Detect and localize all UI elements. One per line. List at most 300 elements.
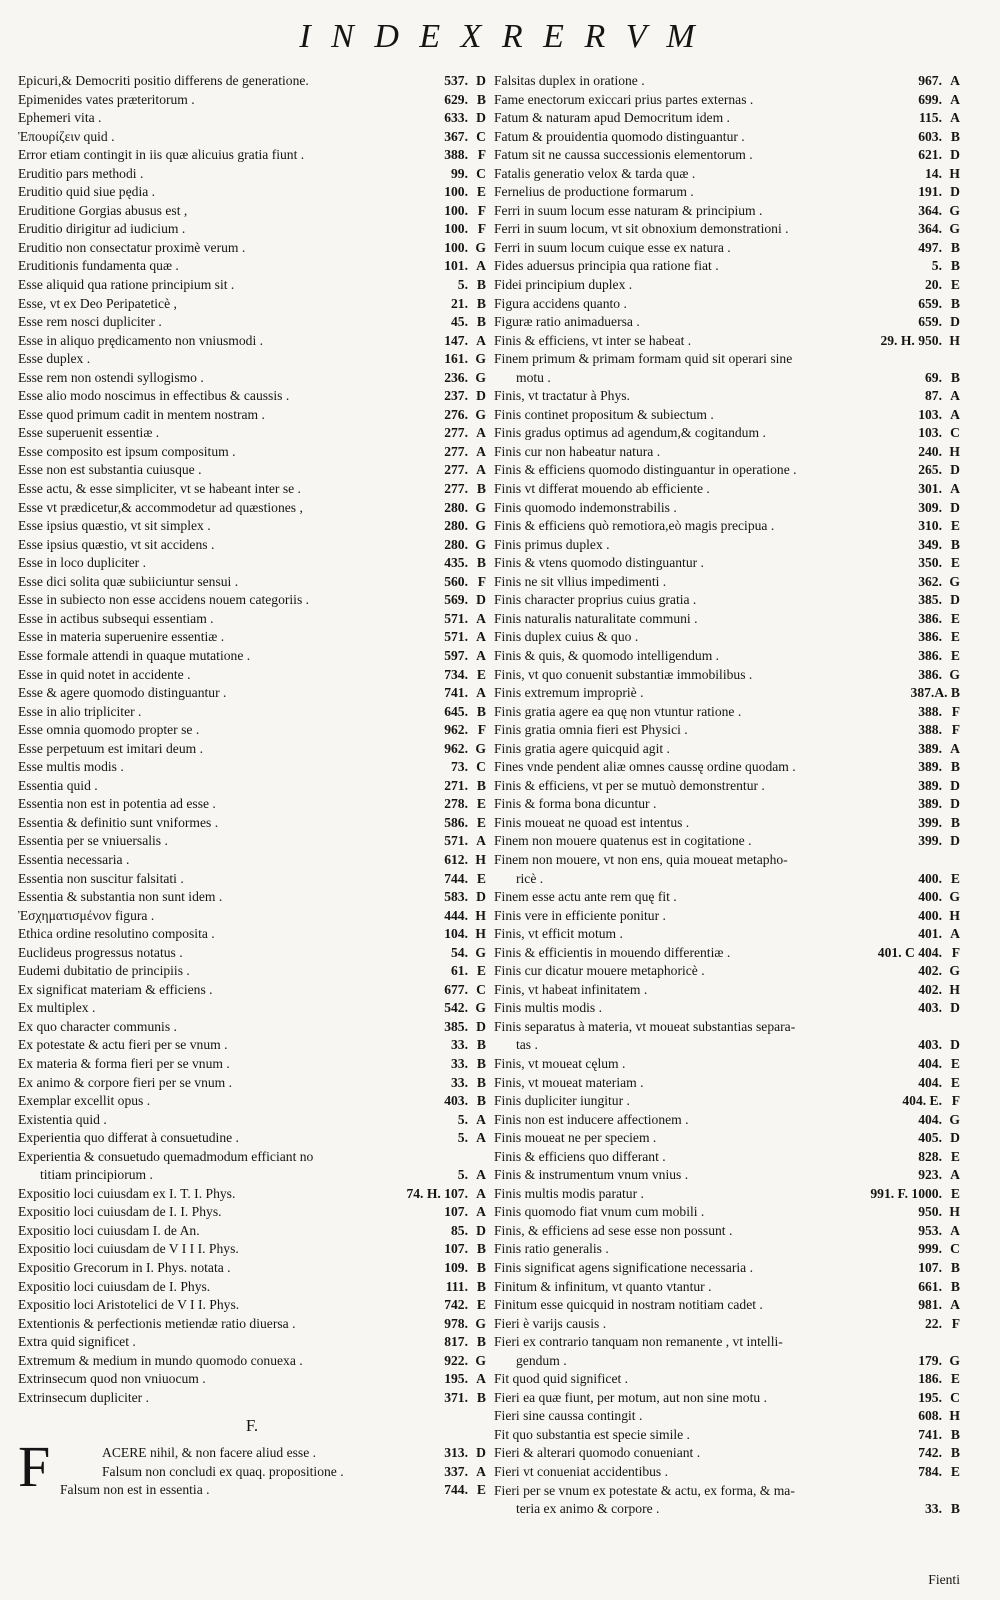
entry-page-ref: 741. — [918, 1426, 942, 1442]
entry-text: Finis moueat ne per speciem . — [494, 1130, 657, 1146]
entry-page-ref: 991. F. 1000. — [870, 1185, 942, 1201]
entry-section-letter: C — [950, 425, 960, 441]
entry-page-ref: 403. — [918, 1000, 942, 1016]
entry-text: Finis character proprius cuius gratia . — [494, 592, 697, 608]
entry-text: Essentia non suscitur falsitati . — [18, 870, 184, 886]
entry-page-ref: 444. — [444, 907, 468, 923]
entry-section-letter: H — [949, 1204, 960, 1220]
entry-section-letter: B — [950, 536, 960, 552]
entry-text: Esse rem nosci dupliciter . — [18, 314, 162, 330]
index-entry — [494, 554, 960, 573]
entry-page-ref: 111. — [445, 1278, 468, 1294]
entry-text: Ἐσχηματισμένον figura . — [18, 907, 155, 923]
entry-section-letter: E — [950, 1055, 960, 1071]
entry-page-ref: 147. — [444, 332, 468, 348]
index-entry — [18, 1185, 486, 1204]
entry-section-letter: B — [950, 239, 960, 255]
entry-text: Ex multiplex . — [18, 1000, 96, 1016]
entry-section-letter: A — [476, 1167, 486, 1183]
entry-text: Extrinsecum quod non vniuocum . — [18, 1371, 206, 1387]
index-entry — [18, 721, 486, 740]
entry-section-letter: B — [950, 1260, 960, 1275]
entry-section-letter: B — [476, 1241, 486, 1257]
entry-section-letter: E — [476, 184, 486, 200]
entry-page-ref: 497. — [918, 239, 942, 255]
index-entry — [494, 925, 960, 944]
entry-text: Ex significat materiam & efficiens . — [18, 981, 213, 997]
entry-text: Finis vere in efficiente ponitur . — [494, 907, 666, 923]
index-entry — [494, 1129, 960, 1148]
entry-text: Eruditio pars methodi . — [18, 165, 144, 181]
entry-page-ref: 5. — [457, 1111, 468, 1127]
index-entry — [494, 944, 960, 963]
index-entry — [494, 220, 960, 239]
entry-section-letter: A — [950, 1297, 960, 1313]
entry-text: Experientia quo differat à consuetudine . — [18, 1130, 239, 1146]
entry-text: Finis duplex cuius & quo . — [494, 629, 639, 645]
entry-page-ref: 389. — [918, 740, 942, 756]
index-entry — [494, 1111, 960, 1130]
entry-text: Epimenides vates præteritorum . — [18, 91, 195, 107]
index-entry — [18, 758, 486, 777]
entry-page-ref: 33. — [451, 1074, 468, 1090]
entry-page-ref: 280. — [444, 536, 468, 552]
entry-text: motu . — [516, 369, 551, 385]
entry-text: Extrinsecum dupliciter . — [18, 1389, 149, 1405]
entry-text: Fit quo substantia est specie simile . — [494, 1426, 690, 1442]
entry-page-ref: 999. — [918, 1241, 942, 1257]
index-entry — [18, 1055, 486, 1074]
entry-text: Fatum & naturam apud Democritum idem . — [494, 110, 730, 126]
entry-text: Falsitas duplex in oratione . — [494, 73, 645, 88]
entry-page-ref: 73. — [451, 759, 468, 775]
index-entry — [18, 554, 486, 573]
entry-section-letter: G — [475, 518, 486, 534]
entry-page-ref: 386. — [918, 629, 942, 645]
entry-section-letter: D — [950, 1000, 960, 1016]
entry-section-letter: H — [475, 851, 486, 867]
entry-section-letter: H — [949, 332, 960, 348]
entry-page-ref: 87. — [925, 388, 942, 404]
index-entry — [494, 721, 960, 740]
entry-page-ref: 435. — [444, 555, 468, 571]
entry-section-letter: B — [476, 91, 486, 107]
entry-page-ref: 186. — [918, 1371, 942, 1387]
entry-section-letter: E — [950, 1464, 960, 1480]
entry-text: Finis & forma bona dicuntur . — [494, 796, 657, 812]
index-entry — [18, 832, 486, 851]
entry-section-letter: A — [476, 425, 486, 441]
index-entry — [18, 461, 486, 480]
index-entry — [494, 1352, 960, 1371]
entry-section-letter: F — [951, 944, 960, 960]
entry-page-ref: 817. — [444, 1334, 468, 1350]
index-entry — [494, 350, 960, 369]
entry-section-letter: C — [476, 128, 486, 144]
entry-page-ref: 741. — [444, 685, 468, 701]
entry-text: Epicuri,& Democriti positio differens de generatione. — [18, 73, 309, 88]
index-entry — [494, 666, 960, 685]
entry-page-ref: 661. — [918, 1278, 942, 1294]
entry-page-ref: 404. — [918, 1055, 942, 1071]
index-entry — [494, 461, 960, 480]
index-entry — [18, 1296, 486, 1315]
entry-page-ref: 54. — [451, 944, 468, 960]
entry-page-ref: 29. H. 950. — [880, 332, 942, 348]
entry-page-ref: 240. — [918, 443, 942, 459]
entry-text: Figura accidens quanto . — [494, 295, 627, 311]
entry-page-ref: 388. — [918, 722, 942, 738]
entry-page-ref: 350. — [918, 555, 942, 571]
index-entry — [18, 888, 486, 907]
entry-section-letter: D — [950, 314, 960, 330]
index-entry — [494, 1222, 960, 1241]
entry-text: Esse aliquid qua ratione principium sit . — [18, 277, 235, 293]
entry-page-ref: 388. — [918, 703, 942, 719]
index-entry — [18, 999, 486, 1018]
entry-page-ref: 100. — [444, 202, 468, 218]
index-entry — [18, 257, 486, 276]
index-entry — [494, 1482, 960, 1501]
index-entry — [494, 72, 960, 91]
index-entry — [494, 1092, 960, 1111]
entry-section-letter: E — [950, 629, 960, 645]
entry-page-ref: 310. — [918, 518, 942, 534]
entry-page-ref: 280. — [444, 499, 468, 515]
entry-section-letter: A — [476, 1371, 486, 1387]
entry-page-ref: 349. — [918, 536, 942, 552]
entry-section-letter: D — [950, 777, 960, 793]
entry-section-letter: B — [476, 777, 486, 793]
entry-section-letter: D — [476, 592, 486, 608]
entry-text: Esse in alio tripliciter . — [18, 703, 142, 719]
entry-text: Finis gratia agere quicquid agit . — [494, 740, 670, 756]
entry-text: Ἐπουρίζειν quid . — [18, 128, 115, 144]
entry-text: Esse in aliquo prędicamento non vniusmodi . — [18, 332, 264, 348]
catchword: Fienti — [928, 1572, 960, 1587]
index-entry — [18, 332, 486, 351]
entry-page-ref: 277. — [444, 462, 468, 478]
entry-text: Esse rem non ostendi syllogismo . — [18, 369, 204, 385]
index-entry — [494, 1166, 960, 1185]
entry-page-ref: 621. — [918, 147, 942, 163]
entry-text: Finem non mouere quatenus est in cogitatione . — [494, 833, 752, 849]
entry-text: gendum . — [516, 1352, 567, 1368]
entry-text: Esse in loco dupliciter . — [18, 555, 146, 571]
entry-section-letter: C — [950, 1389, 960, 1405]
entry-page-ref: 277. — [444, 443, 468, 459]
index-entry — [494, 1203, 960, 1222]
index-entry — [18, 1074, 486, 1093]
index-entry — [18, 684, 486, 703]
entry-section-letter: F — [477, 573, 486, 589]
entry-page-ref: 313. — [444, 1445, 468, 1461]
index-entry — [18, 944, 486, 963]
entry-section-letter: H — [949, 165, 960, 181]
index-entry — [494, 962, 960, 981]
index-entry — [18, 1129, 486, 1148]
index-entry — [494, 777, 960, 796]
entry-page-ref: 386. — [918, 666, 942, 682]
page-title: I N D E X R E R V M — [299, 18, 701, 55]
entry-page-ref: 109. — [444, 1260, 468, 1275]
entry-section-letter: E — [476, 666, 486, 682]
entry-section-letter: G — [475, 740, 486, 756]
entry-section-letter: C — [950, 1241, 960, 1257]
entry-text: tas . — [516, 1037, 538, 1053]
entry-section-letter: E — [476, 870, 486, 886]
entry-section-letter: E — [950, 277, 960, 293]
index-entry — [18, 814, 486, 833]
entry-page-ref: 402. — [918, 981, 942, 997]
entry-section-letter: B — [950, 128, 960, 144]
index-entry — [18, 128, 486, 147]
entry-section-letter: E — [950, 870, 960, 886]
entry-section-letter: G — [475, 536, 486, 552]
entry-text: Expositio Grecorum in I. Phys. notata . — [18, 1260, 231, 1275]
entry-text: Finis separatus à materia, vt moueat substantias separa- — [494, 1018, 796, 1034]
entry-text: Finis ratio generalis . — [494, 1241, 609, 1257]
entry-page-ref: 276. — [444, 406, 468, 422]
entry-text: Fernelius de productione formarum . — [494, 184, 694, 200]
entry-text: Ephemeri vita . — [18, 110, 102, 126]
entry-page-ref: 45. — [451, 314, 468, 330]
entry-page-ref: 597. — [444, 647, 468, 663]
entry-text: Expositio loci Aristotelici de V I I. Phys. — [18, 1297, 240, 1313]
entry-page-ref: 14. — [925, 165, 942, 181]
entry-text: Eruditio quid siue pędia . — [18, 184, 156, 200]
entry-page-ref: 33. — [451, 1037, 468, 1053]
entry-section-letter: B — [476, 1278, 486, 1294]
entry-section-letter: D — [950, 499, 960, 515]
index-entry — [18, 703, 486, 722]
entry-text: Finis, vt quo conuenit substantiæ immobilibus . — [494, 666, 753, 682]
index-entry — [494, 1240, 960, 1259]
index-entry — [494, 183, 960, 202]
entry-page-ref: 386. — [918, 647, 942, 663]
entry-page-ref: 399. — [918, 814, 942, 830]
entry-section-letter: G — [475, 369, 486, 385]
entry-text: Fatum sit ne caussa successionis elementorum . — [494, 147, 753, 163]
entry-page-ref: 22. — [925, 1315, 942, 1331]
entry-section-letter: G — [475, 499, 486, 515]
index-entry — [494, 276, 960, 295]
entry-text: Expositio loci cuiusdam ex I. T. I. Phys. — [18, 1185, 236, 1201]
entry-section-letter: G — [475, 1315, 486, 1331]
entry-page-ref: 603. — [918, 128, 942, 144]
entry-page-ref: 107. — [444, 1204, 468, 1220]
entry-text: Error etiam contingit in iis quæ alicuius gratia fiunt . — [18, 147, 305, 163]
entry-section-letter: G — [475, 351, 486, 367]
entry-text: Eruditio non consectatur proximè verum . — [18, 239, 246, 255]
entry-text: Expositio loci cuiusdam I. de An. — [18, 1222, 200, 1238]
index-entry — [18, 795, 486, 814]
index-entry — [494, 870, 960, 889]
entry-page-ref: 953. — [918, 1222, 942, 1238]
entry-section-letter: B — [476, 295, 486, 311]
entry-section-letter: D — [950, 1037, 960, 1053]
entry-page-ref: 85. — [451, 1222, 468, 1238]
entry-text: Esse composito est ipsum compositum . — [18, 443, 236, 459]
entry-section-letter: B — [476, 1389, 486, 1405]
right-index-column — [494, 72, 960, 1519]
entry-page-ref: 161. — [444, 351, 468, 367]
entry-section-letter: A — [476, 647, 486, 663]
entry-page-ref: 400. — [918, 870, 942, 886]
index-entry — [494, 647, 960, 666]
entry-section-letter: A — [476, 629, 486, 645]
entry-text: Finitum esse quicquid in nostram notitiam cadet . — [494, 1297, 763, 1313]
index-entry — [494, 239, 960, 258]
entry-page-ref: 99. — [451, 165, 468, 181]
index-entry — [494, 1259, 960, 1278]
index-entry — [18, 628, 486, 647]
entry-section-letter: G — [949, 666, 960, 682]
entry-page-ref: 280. — [444, 518, 468, 534]
entry-page-ref: 981. — [918, 1297, 942, 1313]
entry-page-ref: 744. — [444, 870, 468, 886]
entry-text: Finis, & efficiens ad sese esse non possunt . — [494, 1222, 733, 1238]
entry-text: Esse alio modo noscimus in effectibus & caussis . — [18, 388, 290, 404]
entry-text: Ex animo & corpore fieri per se vnum . — [18, 1074, 233, 1090]
entry-section-letter: G — [949, 889, 960, 905]
entry-section-letter: E — [950, 518, 960, 534]
entry-section-letter: H — [949, 1408, 960, 1424]
entry-section-letter: A. B — [934, 685, 960, 701]
index-entry — [18, 424, 486, 443]
index-entry — [494, 628, 960, 647]
entry-text: Euclideus progressus notatus . — [18, 944, 183, 960]
index-entry — [494, 1407, 960, 1426]
entry-section-letter: A — [476, 443, 486, 459]
index-entry — [494, 369, 960, 388]
entry-section-letter: B — [950, 1278, 960, 1294]
entry-page-ref: 404. — [918, 1111, 942, 1127]
entry-page-ref: 962. — [444, 740, 468, 756]
entry-section-letter: A — [476, 258, 486, 274]
index-entry — [18, 443, 486, 462]
entry-page-ref: 659. — [918, 314, 942, 330]
entry-section-letter: C — [476, 165, 486, 181]
index-entry — [494, 1278, 960, 1297]
index-entry — [494, 517, 960, 536]
entry-section-letter: A — [950, 1167, 960, 1183]
entry-text: Eruditione Gorgias abusus est , — [18, 202, 188, 218]
entry-page-ref: 195. — [444, 1371, 468, 1387]
entry-text: Esse quod primum cadit in mentem nostram . — [18, 406, 265, 422]
entry-page-ref: 301. — [918, 481, 942, 497]
entry-page-ref: 309. — [918, 499, 942, 515]
entry-text: Ex quo character communis . — [18, 1018, 177, 1034]
entry-section-letter: F — [477, 722, 486, 738]
entry-text: Fieri & alterari quomodo conueniant . — [494, 1445, 701, 1461]
index-entry — [494, 981, 960, 1000]
index-entry — [494, 1500, 960, 1519]
index-entry — [494, 703, 960, 722]
entry-section-letter: E — [950, 1371, 960, 1387]
entry-section-letter: B — [476, 1093, 486, 1109]
entry-section-letter: F — [951, 1315, 960, 1331]
entry-text: Fatalis generatio velox & tarda quæ . — [494, 165, 696, 181]
index-entry — [18, 536, 486, 555]
entry-page-ref: 277. — [444, 481, 468, 497]
entry-section-letter: E — [950, 1185, 960, 1201]
index-entry — [494, 851, 960, 870]
index-entry — [494, 610, 960, 629]
entry-section-letter: D — [950, 592, 960, 608]
entry-page-ref: 364. — [918, 202, 942, 218]
entry-page-ref: 69. — [925, 369, 942, 385]
entry-section-letter: A — [476, 1204, 486, 1220]
index-entry — [18, 1352, 486, 1371]
entry-text: titiam principiorum . — [40, 1167, 153, 1183]
entry-page-ref: 5. — [457, 277, 468, 293]
index-entry — [18, 146, 486, 165]
entry-text: Finis ne sit vllius impedimenti . — [494, 573, 667, 589]
entry-text: Finis, vt habeat infinitatem . — [494, 981, 648, 997]
entry-page-ref: 107. — [918, 1260, 942, 1275]
index-entry — [18, 925, 486, 944]
index-entry — [494, 1463, 960, 1482]
entry-section-letter: A — [476, 833, 486, 849]
entry-page-ref: 389. — [918, 759, 942, 775]
entry-page-ref: 403. — [918, 1037, 942, 1053]
entry-text: Ex potestate & actu fieri per se vnum . — [18, 1037, 228, 1053]
entry-page-ref: 608. — [918, 1408, 942, 1424]
entry-page-ref: 100. — [444, 221, 468, 237]
entry-section-letter: A — [950, 110, 960, 126]
entry-text: Esse non est substantia cuiusque . — [18, 462, 202, 478]
index-entry — [494, 332, 960, 351]
index-entry — [18, 1203, 486, 1222]
entry-page-ref: 195. — [918, 1389, 942, 1405]
entry-page-ref: 179. — [918, 1352, 942, 1368]
entry-page-ref: 265. — [918, 462, 942, 478]
index-entry — [18, 647, 486, 666]
index-entry — [18, 480, 486, 499]
index-entry — [494, 387, 960, 406]
entry-text: Esse superuenit essentiæ . — [18, 425, 160, 441]
entry-page-ref: 389. — [918, 777, 942, 793]
entry-section-letter: B — [476, 703, 486, 719]
index-entry — [18, 369, 486, 388]
entry-text: ACERE nihil, & non facere aliud esse . — [102, 1445, 317, 1461]
entry-text: Finis multis modis paratur . — [494, 1185, 644, 1201]
index-entry — [494, 591, 960, 610]
entry-section-letter: B — [950, 1445, 960, 1461]
index-entry — [494, 313, 960, 332]
entry-section-letter: A — [476, 610, 486, 626]
entry-text: Ferri in suum locum cuique esse ex natura . — [494, 239, 731, 255]
index-entry — [18, 1148, 486, 1167]
entry-page-ref: 659. — [918, 295, 942, 311]
entry-section-letter: D — [950, 184, 960, 200]
entry-page-ref: 362. — [918, 573, 942, 589]
entry-page-ref: 583. — [444, 889, 468, 905]
entry-page-ref: 400. — [918, 889, 942, 905]
entry-text: Extremum & medium in mundo quomodo conuexa . — [18, 1352, 303, 1368]
entry-text: Ex materia & forma fieri per se vnum . — [18, 1055, 230, 1071]
entry-text: Expositio loci cuiusdam de V I I I. Phys. — [18, 1241, 239, 1257]
index-entry — [18, 313, 486, 332]
index-entry — [18, 276, 486, 295]
entry-section-letter: D — [476, 1018, 486, 1034]
entry-section-letter: F — [477, 202, 486, 218]
entry-section-letter: E — [476, 796, 486, 812]
index-entry — [18, 1166, 486, 1185]
entry-section-letter: G — [475, 1000, 486, 1016]
entry-section-letter: A — [476, 462, 486, 478]
